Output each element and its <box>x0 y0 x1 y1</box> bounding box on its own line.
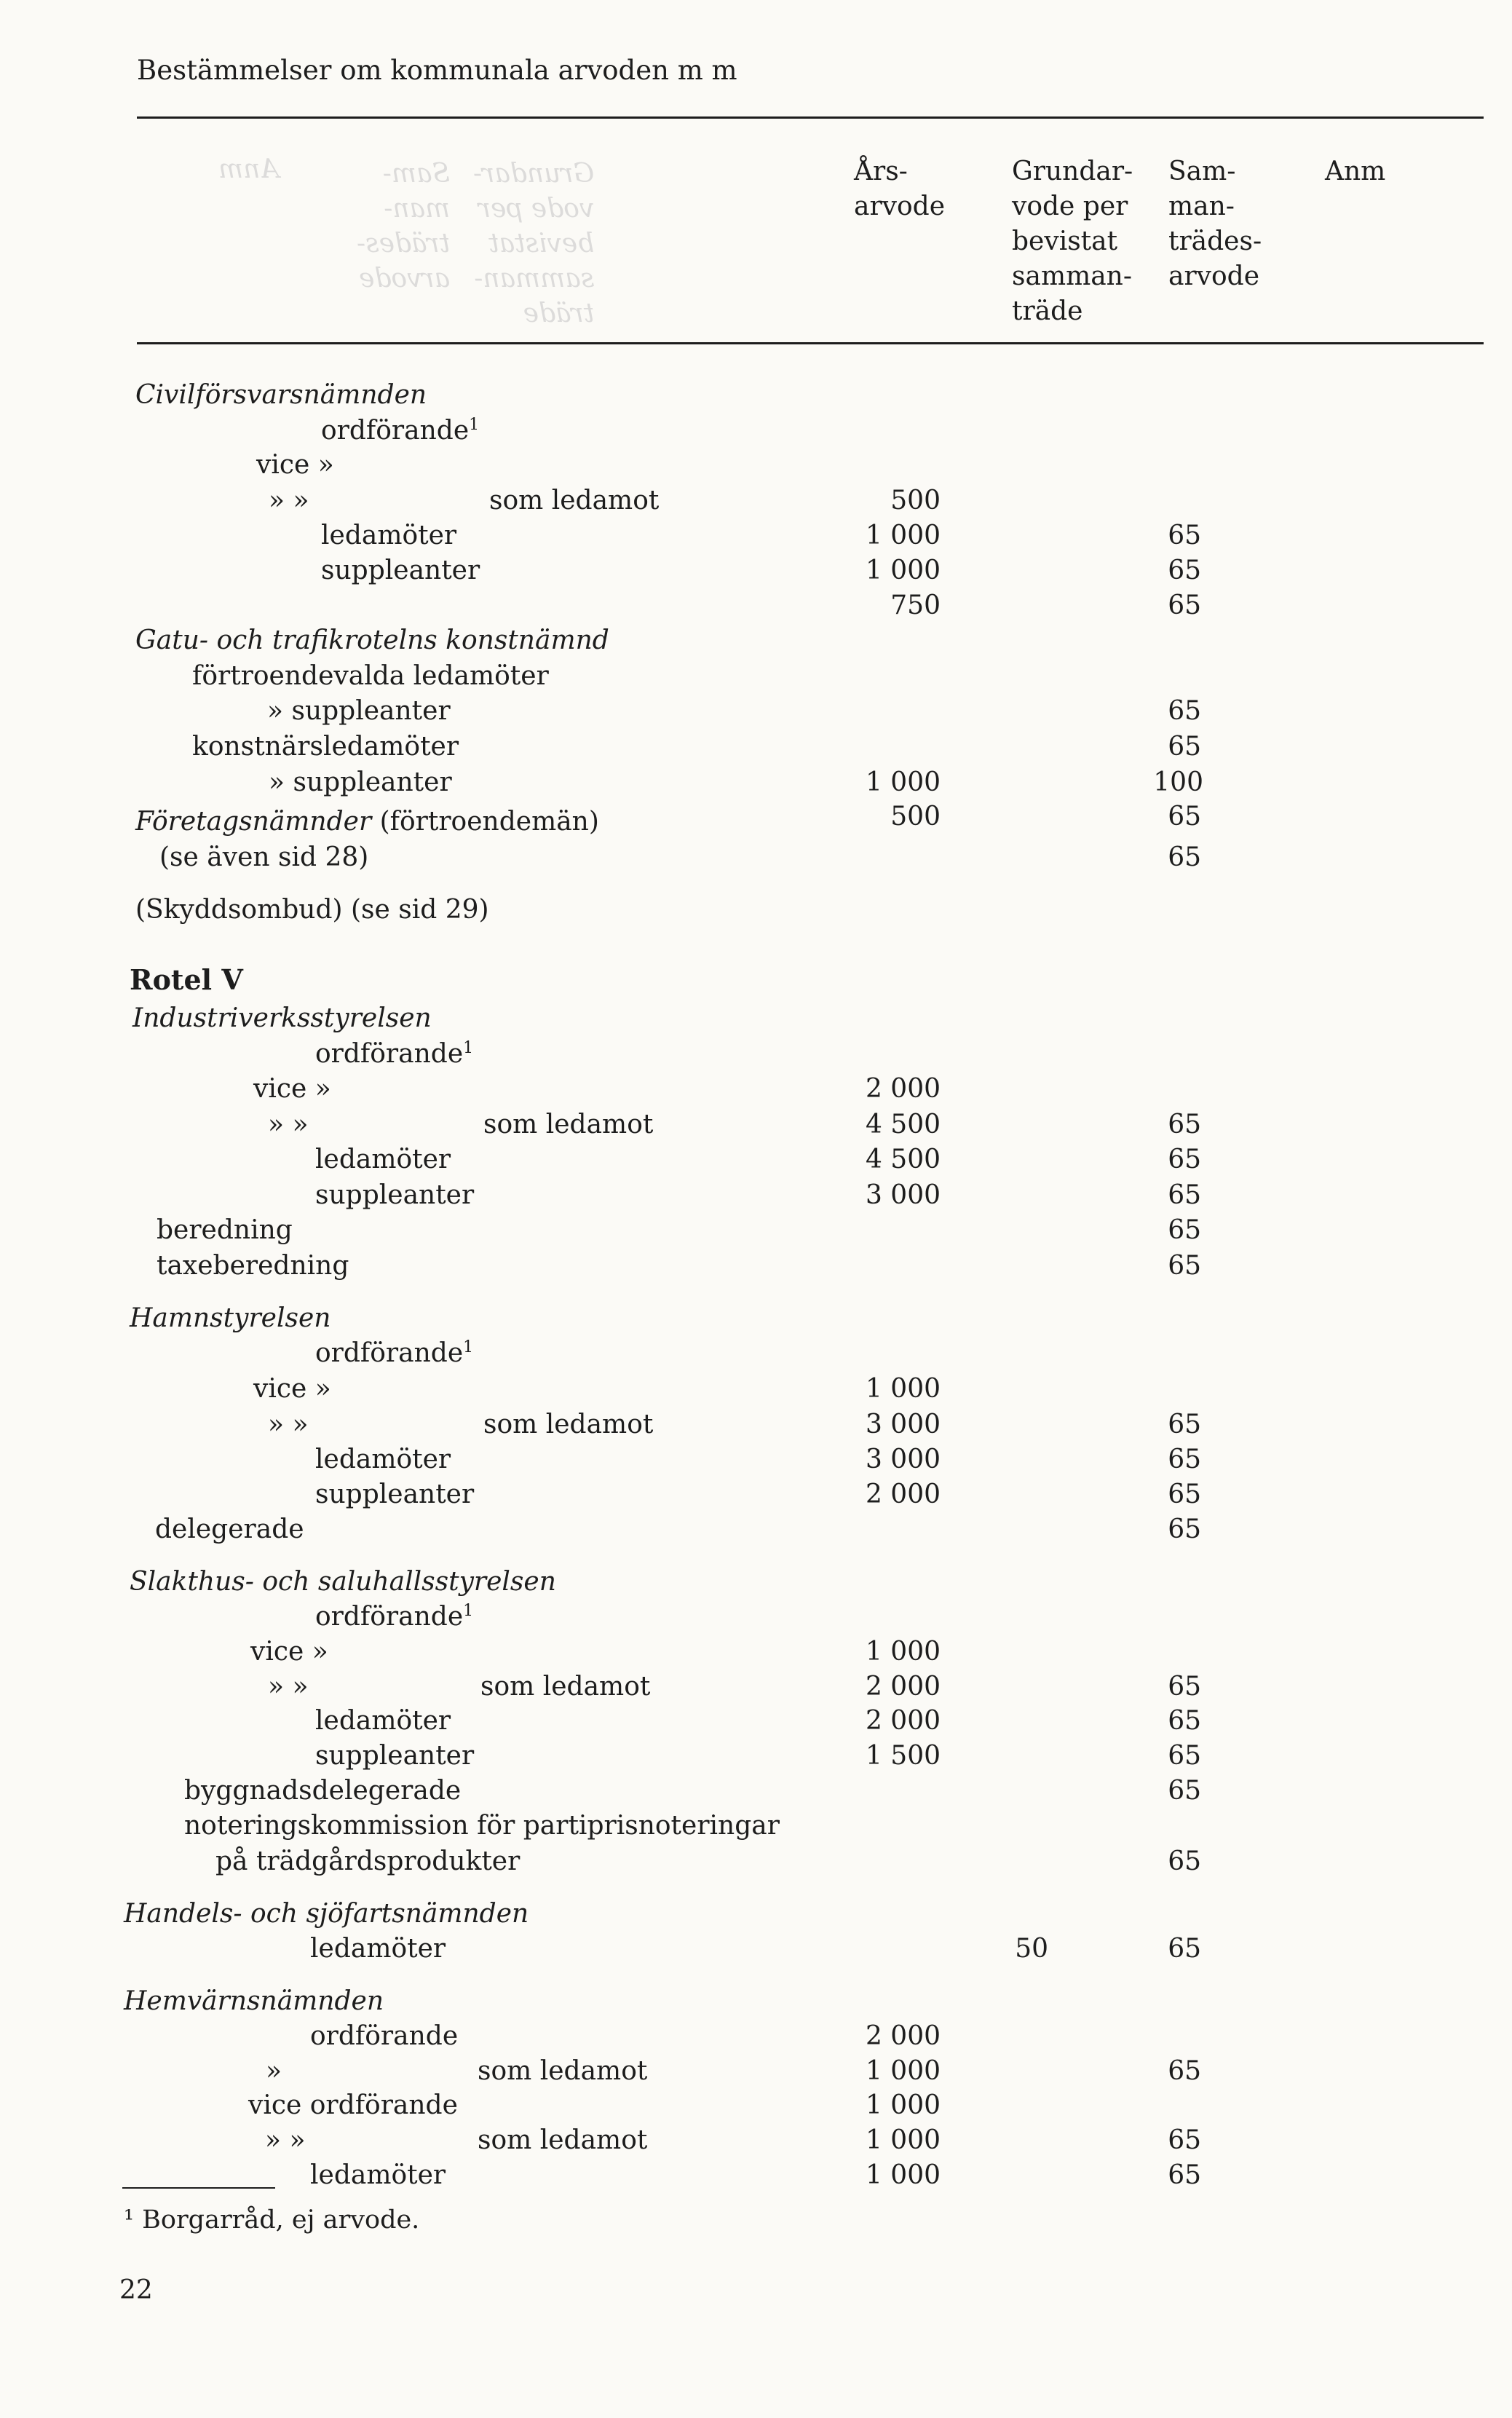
row-label: förtroendevalda ledamöter <box>192 661 549 691</box>
row-label: ordförande$^1$ <box>321 416 480 446</box>
cell-arsarvode: 500 <box>890 802 941 831</box>
row-label: ordförande$^1$ <box>315 1602 474 1632</box>
cell-arsarvode: 2 000 <box>865 1706 941 1736</box>
row-label: Slakthus- och saluhallsstyrelsen <box>130 1567 556 1597</box>
row-label: Gatu- och trafikrotelns konstnämnd <box>135 625 609 655</box>
row-label: (Skyddsombud) (se sid 29) <box>135 895 489 925</box>
running-head: Bestämmelser om kommunala arvoden m m <box>137 55 737 86</box>
col-header-grundarvode: Grundar- vode per bevistat samman- träde <box>1012 157 1133 326</box>
row-label: » » <box>265 2125 306 2155</box>
row-label: » » <box>268 1110 309 1139</box>
cell-sammantradesarvode: 65 <box>1168 732 1201 762</box>
cell-sammantradesarvode: 65 <box>1168 1776 1201 1806</box>
top-rule <box>137 116 1484 119</box>
row-label: Företagsnämnder (förtroendemän) <box>135 807 599 837</box>
cell-arsarvode: 1 000 <box>865 767 941 797</box>
row-label: suppleanter <box>315 1180 475 1210</box>
row-label: » » <box>268 1672 309 1702</box>
row-label: » suppleanter <box>267 696 451 726</box>
cell-sammantradesarvode: 65 <box>1168 1846 1201 1876</box>
cell-sammantradesarvode: 65 <box>1168 1706 1201 1736</box>
cell-sammantradesarvode: 65 <box>1168 1479 1201 1509</box>
cell-arsarvode: 1 000 <box>865 2056 941 2086</box>
cell-arsarvode: 1 000 <box>865 2125 941 2155</box>
row-label-extra: som ledamot <box>480 1672 651 1702</box>
row-label: » suppleanter <box>269 767 452 797</box>
row-label: ordförande$^1$ <box>315 1338 474 1368</box>
cell-arsarvode: 2 000 <box>865 2021 941 2051</box>
row-label: vice ordförande <box>248 2090 458 2120</box>
footnote-rule <box>122 2187 275 2189</box>
cell-sammantradesarvode: 65 <box>1168 1741 1201 1771</box>
cell-sammantradesarvode: 100 <box>1153 767 1203 797</box>
row-label: noteringskommission för partiprisnoteringar <box>184 1811 780 1841</box>
cell-sammantradesarvode: 65 <box>1168 842 1201 872</box>
row-label-extra: som ledamot <box>478 2125 648 2155</box>
row-label: ledamöter <box>310 2160 446 2190</box>
cell-arsarvode: 1 000 <box>865 521 941 550</box>
row-label: på trädgårdsprodukter <box>215 1846 521 1876</box>
cell-arsarvode: 3 000 <box>865 1410 941 1439</box>
row-label: » <box>266 2056 282 2086</box>
row-label: (se även sid 28) <box>159 842 369 872</box>
row-label: vice » <box>256 450 334 480</box>
row-label: suppleanter <box>315 1479 475 1509</box>
row-label-extra: som ledamot <box>478 2056 648 2086</box>
page-number: 22 <box>119 2275 153 2305</box>
cell-sammantradesarvode: 65 <box>1168 1180 1201 1210</box>
bleed-through-header: Grundar- vode per bevistat samman- träde <box>473 159 595 328</box>
cell-grundarvode: 50 <box>1015 1934 1048 1964</box>
row-label: vice » <box>253 1374 331 1404</box>
row-label: ordförande <box>310 2021 459 2051</box>
cell-arsarvode: 4 500 <box>865 1145 941 1174</box>
bleed-through-header: Sam- man- trädes- arvode <box>357 159 451 293</box>
cell-arsarvode: 3 000 <box>865 1180 941 1210</box>
row-label: ledamöter <box>315 1706 451 1736</box>
cell-arsarvode: 4 500 <box>865 1110 941 1139</box>
cell-arsarvode: 750 <box>890 590 941 620</box>
cell-arsarvode: 1 000 <box>865 2090 941 2120</box>
row-label: beredning <box>157 1215 293 1245</box>
col-header-sammantradesarvode: Sam- man- trädes- arvode <box>1168 157 1262 291</box>
cell-sammantradesarvode: 65 <box>1168 1445 1201 1474</box>
cell-sammantradesarvode: 65 <box>1168 802 1201 831</box>
row-label: » » <box>268 1410 309 1439</box>
cell-sammantradesarvode: 65 <box>1168 1934 1201 1964</box>
cell-sammantradesarvode: 65 <box>1168 1215 1201 1245</box>
row-label: Rotel V <box>130 963 243 996</box>
cell-sammantradesarvode: 65 <box>1168 556 1201 585</box>
row-label: ledamöter <box>310 1934 446 1964</box>
row-label: suppleanter <box>321 556 480 585</box>
cell-arsarvode: 2 000 <box>865 1479 941 1509</box>
row-label: konstnärsledamöter <box>192 732 459 762</box>
cell-sammantradesarvode: 65 <box>1168 2160 1201 2190</box>
row-label: ordförande$^1$ <box>315 1039 474 1069</box>
row-label-extra: som ledamot <box>483 1410 654 1439</box>
row-label: ledamöter <box>321 521 457 550</box>
cell-sammantradesarvode: 65 <box>1168 1145 1201 1174</box>
row-label: delegerade <box>155 1514 304 1544</box>
cell-sammantradesarvode: 65 <box>1168 1672 1201 1702</box>
row-label: ledamöter <box>315 1145 451 1174</box>
cell-arsarvode: 2 000 <box>865 1074 941 1104</box>
row-label: taxeberedning <box>157 1251 349 1281</box>
cell-arsarvode: 1 500 <box>865 1741 941 1771</box>
cell-sammantradesarvode: 65 <box>1168 1251 1201 1281</box>
cell-sammantradesarvode: 65 <box>1168 590 1201 620</box>
row-label-extra: som ledamot <box>483 1110 654 1139</box>
footnote: ¹ Borgarråd, ej arvode. <box>124 2205 420 2235</box>
row-label: Civilförsvarsnämnden <box>135 380 427 410</box>
cell-sammantradesarvode: 65 <box>1168 696 1201 726</box>
row-label: Industriverksstyrelsen <box>132 1003 432 1033</box>
cell-arsarvode: 3 000 <box>865 1445 941 1474</box>
row-label: Hamnstyrelsen <box>130 1303 331 1333</box>
cell-sammantradesarvode: 65 <box>1168 1410 1201 1439</box>
row-label: ledamöter <box>315 1445 451 1474</box>
row-label: vice » <box>250 1637 328 1667</box>
row-label: suppleanter <box>315 1741 475 1771</box>
cell-arsarvode: 1 000 <box>865 1374 941 1404</box>
cell-sammantradesarvode: 65 <box>1168 2125 1201 2155</box>
row-label: byggnadsdelegerade <box>184 1776 462 1806</box>
row-label: » » <box>269 486 309 515</box>
cell-sammantradesarvode: 65 <box>1168 1110 1201 1139</box>
row-label: vice » <box>253 1074 331 1104</box>
cell-sammantradesarvode: 65 <box>1168 521 1201 550</box>
row-label-extra: som ledamot <box>489 486 660 515</box>
bleed-through-header: Anm <box>218 154 280 184</box>
cell-arsarvode: 2 000 <box>865 1672 941 1702</box>
cell-sammantradesarvode: 65 <box>1168 1514 1201 1544</box>
header-rule <box>137 342 1484 344</box>
cell-sammantradesarvode: 65 <box>1168 2056 1201 2086</box>
cell-arsarvode: 500 <box>890 486 941 515</box>
row-label: Hemvärnsnämnden <box>124 1986 384 2016</box>
row-label: Handels- och sjöfartsnämnden <box>124 1899 529 1929</box>
col-header-anm: Anm <box>1325 157 1386 186</box>
cell-arsarvode: 1 000 <box>865 1637 941 1667</box>
cell-arsarvode: 1 000 <box>865 556 941 585</box>
col-header-arsarvode: Års- arvode <box>854 157 946 221</box>
cell-arsarvode: 1 000 <box>865 2160 941 2190</box>
